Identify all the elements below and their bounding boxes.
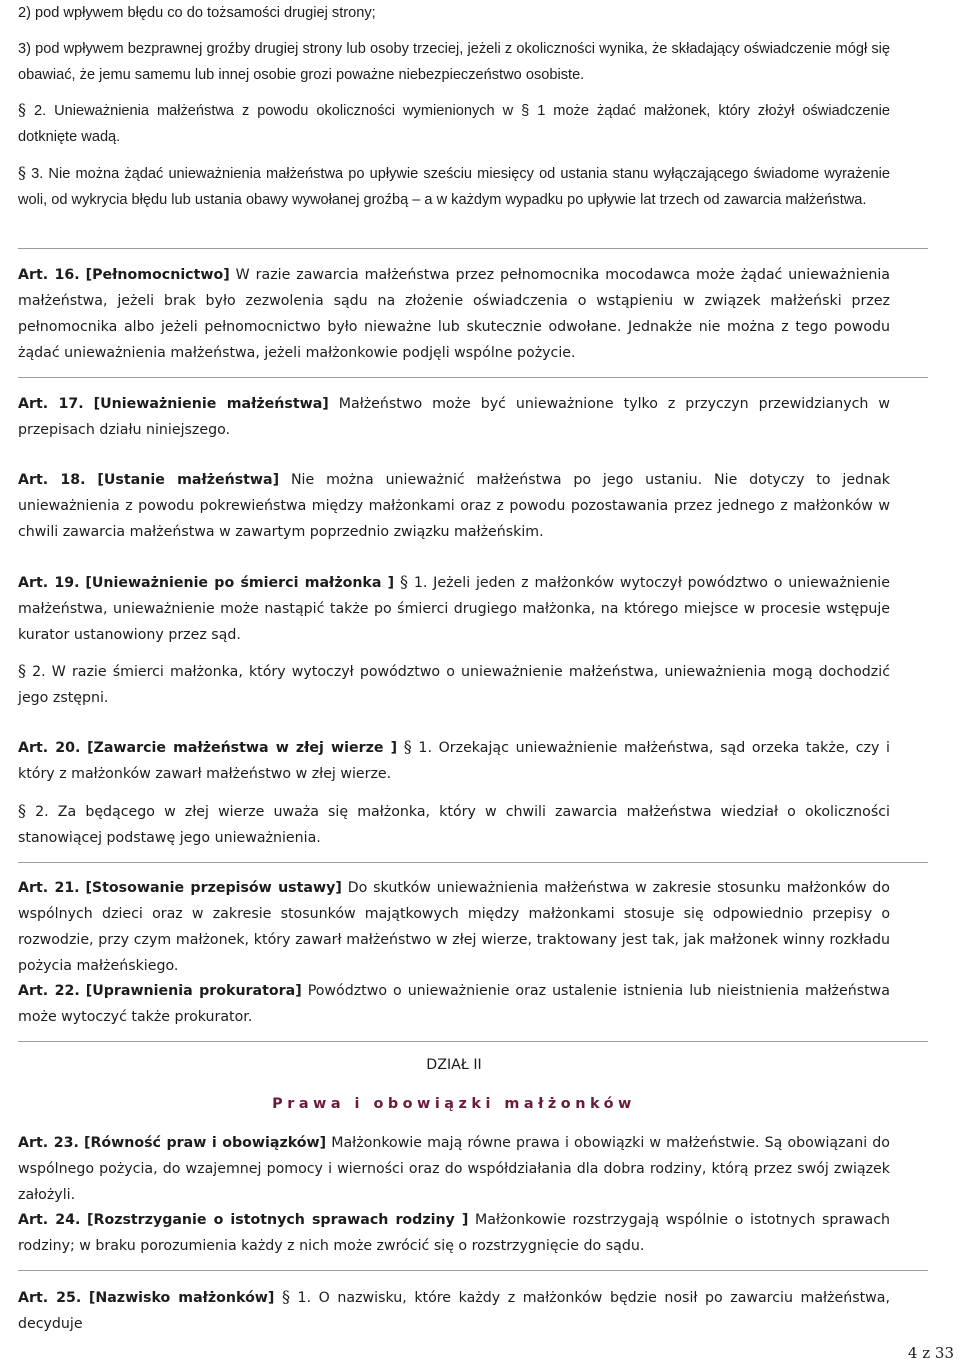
article-label: Art. 25. bbox=[18, 1290, 82, 1306]
article-title: [Zawarcie małżeństwa w złej wierze ] bbox=[87, 740, 398, 756]
article-19-paragraph-2 bbox=[18, 658, 890, 711]
article-22 bbox=[18, 978, 890, 1030]
article-title: [Unieważnienie małżeństwa] bbox=[93, 396, 329, 412]
paragraph-2 bbox=[18, 97, 890, 150]
article-label: Art. 16. bbox=[18, 267, 80, 283]
article-label: Art. 18. bbox=[18, 472, 86, 488]
article-17 bbox=[18, 391, 890, 443]
article-text: Małżeństwo może być unieważnione tylko z przyczyn przewidzianych w przepisach działu niniejszego. bbox=[18, 396, 891, 438]
paragraph-3 bbox=[18, 160, 890, 213]
article-title: [Rozstrzyganie o istotnych sprawach rodziny ] bbox=[87, 1212, 469, 1228]
article-label: Art. 22. bbox=[18, 983, 80, 999]
division-title: Prawa i obowiązki małżonków bbox=[272, 1096, 636, 1112]
article-20 bbox=[18, 734, 890, 787]
page-number: 4 z 33 bbox=[907, 1344, 954, 1362]
article-label: Art. 20. bbox=[18, 740, 81, 756]
article-text: 1. O nazwisku, które każdy z małżonków będzie nosił po zawarciu małżeństwa, decyduje bbox=[18, 1290, 890, 1332]
article-label: Art. 19. bbox=[18, 575, 80, 591]
article-title: [Pełnomocnictwo] bbox=[85, 267, 230, 283]
article-title: [Ustanie małżeństwa] bbox=[97, 472, 280, 488]
article-text: 1. Jeżeli jeden z małżonków wytoczył powództwo o unieważnienie małżeństwa, unieważnienie może nastąpić także po śmierci drugiego małżonka, na którego miejsce w procesie wstępuje kurator ustanowiony przez sąd. bbox=[18, 575, 890, 643]
article-text: Małżonkowie rozstrzygają wspólnie o istotnych sprawach rodziny; w braku porozumienia każdy z nich może zwrócić się o rozstrzygnięcie do sądu. bbox=[18, 1212, 890, 1254]
section-sign: § bbox=[281, 1287, 290, 1306]
divider bbox=[18, 1270, 928, 1271]
paragraph-number: 2. bbox=[33, 103, 47, 119]
paragraph-text: 3) pod wpływem bezprawnej groźby drugiej strony lub osoby trzeciej, jeżeli z okoliczności wynika, że składający oświadczenie mógł się obawiać, że jemu samemu lub innej osobie grozi poważne niebezpieczeństwo osobiste. bbox=[18, 41, 890, 83]
article-text: Małżonkowie mają równe prawa i obowiązki w małżeństwie. Są obowiązani do wspólnego pożycia, do wzajemnej pomocy i wierności oraz do współdziałania dla dobra rodziny, którą przez swój związek założyli. bbox=[18, 1135, 890, 1203]
article-title: [Unieważnienie po śmierci małżonka ] bbox=[85, 575, 395, 591]
divider bbox=[18, 862, 928, 863]
article-25 bbox=[18, 1284, 890, 1337]
article-24 bbox=[18, 1207, 890, 1259]
section-sign: § bbox=[18, 100, 26, 119]
article-20-paragraph-2 bbox=[18, 798, 890, 851]
section-sign: § bbox=[18, 661, 26, 680]
paragraph-text: Nie można żądać unieważnienia małżeństwa po upływie sześciu miesięcy od ustania stanu wyłączającego świadome wyrażenie woli, od wykrycia błędu lub ustania obawy wywołanej groźbą – a w każdym wypadku po upływie lat trzech od zawarcia małżeństwa. bbox=[18, 166, 890, 208]
section-sign: § bbox=[403, 737, 412, 756]
article-text: W razie zawarcia małżeństwa przez pełnomocnika mocodawca może żądać unieważnienia małżeństwa, jeżeli brak było zezwolenia sądu na złożenie oświadczenia o wstąpieniu w związek małżeński przez pełnomocnika albo jeżeli pełnomocnictwo było nieważne lub skutecznie odwołane. Jednakże nie można z tego powodu żądać unieważnienia małżeństwa, jeżeli małżonkowie podjęli wspólne pożycie. bbox=[18, 267, 890, 361]
section-sign: § bbox=[18, 801, 26, 820]
article-label: Art. 21. bbox=[18, 880, 80, 896]
article-label: Art. 17. bbox=[18, 396, 84, 412]
paragraph-number: 3. bbox=[31, 166, 44, 182]
paragraph-text: Unieważnienia małżeństwa z powodu okoliczności wymienionych w § 1 może żądać małżonek, który złożył oświadczenie dotknięte wadą. bbox=[18, 103, 890, 145]
article-title: [Uprawnienia prokuratora] bbox=[85, 983, 302, 999]
article-text: Powództwo o unieważnienie oraz ustalenie istnienia lub nieistnienia małżeństwa może wytoczyć także prokurator. bbox=[18, 983, 890, 1025]
article-title: [Stosowanie przepisów ustawy] bbox=[85, 880, 342, 896]
list-item-2 bbox=[18, 0, 890, 26]
list-item-3 bbox=[18, 36, 890, 88]
article-title: [Nazwisko małżonków] bbox=[88, 1290, 275, 1306]
paragraph-text: 2. Za będącego w złej wierze uważa się małżonka, który w chwili zawarcia małżeństwa wiedział o okoliczności stanowiącej podstawę jego unieważnienia. bbox=[18, 804, 890, 846]
section-sign: § bbox=[400, 572, 408, 591]
division-number: DZIAŁ II bbox=[426, 1057, 482, 1073]
divider bbox=[18, 377, 928, 378]
article-18 bbox=[18, 467, 890, 545]
article-text: 1. Orzekając unieważnienie małżeństwa, sąd orzeka także, czy i który z małżonków zawarł małżeństwo w złej wierze. bbox=[18, 740, 890, 782]
article-16 bbox=[18, 262, 890, 366]
paragraph-text: 2. W razie śmierci małżonka, który wytoczył powództwo o unieważnienie małżeństwa, unieważnienia mogą dochodzić jego zstępni. bbox=[18, 664, 890, 706]
article-text: Nie można unieważnić małżeństwa po jego ustaniu. Nie dotyczy to jednak unieważnienia z powodu pokrewieństwa między małżonkami oraz z powodu pozostawania przez jednego z małżonków w chwili zawarcia małżeństwa w zawartym poprzednio związku małżeńskim. bbox=[18, 472, 890, 540]
article-label: Art. 23. bbox=[18, 1135, 79, 1151]
section-sign: § bbox=[18, 163, 26, 182]
divider bbox=[18, 248, 928, 249]
paragraph-text: 2) pod wpływem błędu co do tożsamości drugiej strony; bbox=[18, 5, 376, 21]
article-21 bbox=[18, 875, 890, 979]
article-title: [Równość praw i obowiązków] bbox=[83, 1135, 327, 1151]
article-23 bbox=[18, 1130, 890, 1208]
article-label: Art. 24. bbox=[18, 1212, 81, 1228]
article-text: Do skutków unieważnienia małżeństwa w zakresie stosunku małżonków do wspólnych dzieci oraz w zakresie stosunków majątkowych między małżonkami stosuje się odpowiednio przepisy o rozwodzie, przy czym małżonek, który zawarł małżeństwo w złej wierze, traktowany jest tak, jak małżonek winny rozkładu pożycia małżeńskiego. bbox=[18, 880, 890, 974]
divider bbox=[18, 1041, 928, 1042]
article-19 bbox=[18, 569, 890, 648]
